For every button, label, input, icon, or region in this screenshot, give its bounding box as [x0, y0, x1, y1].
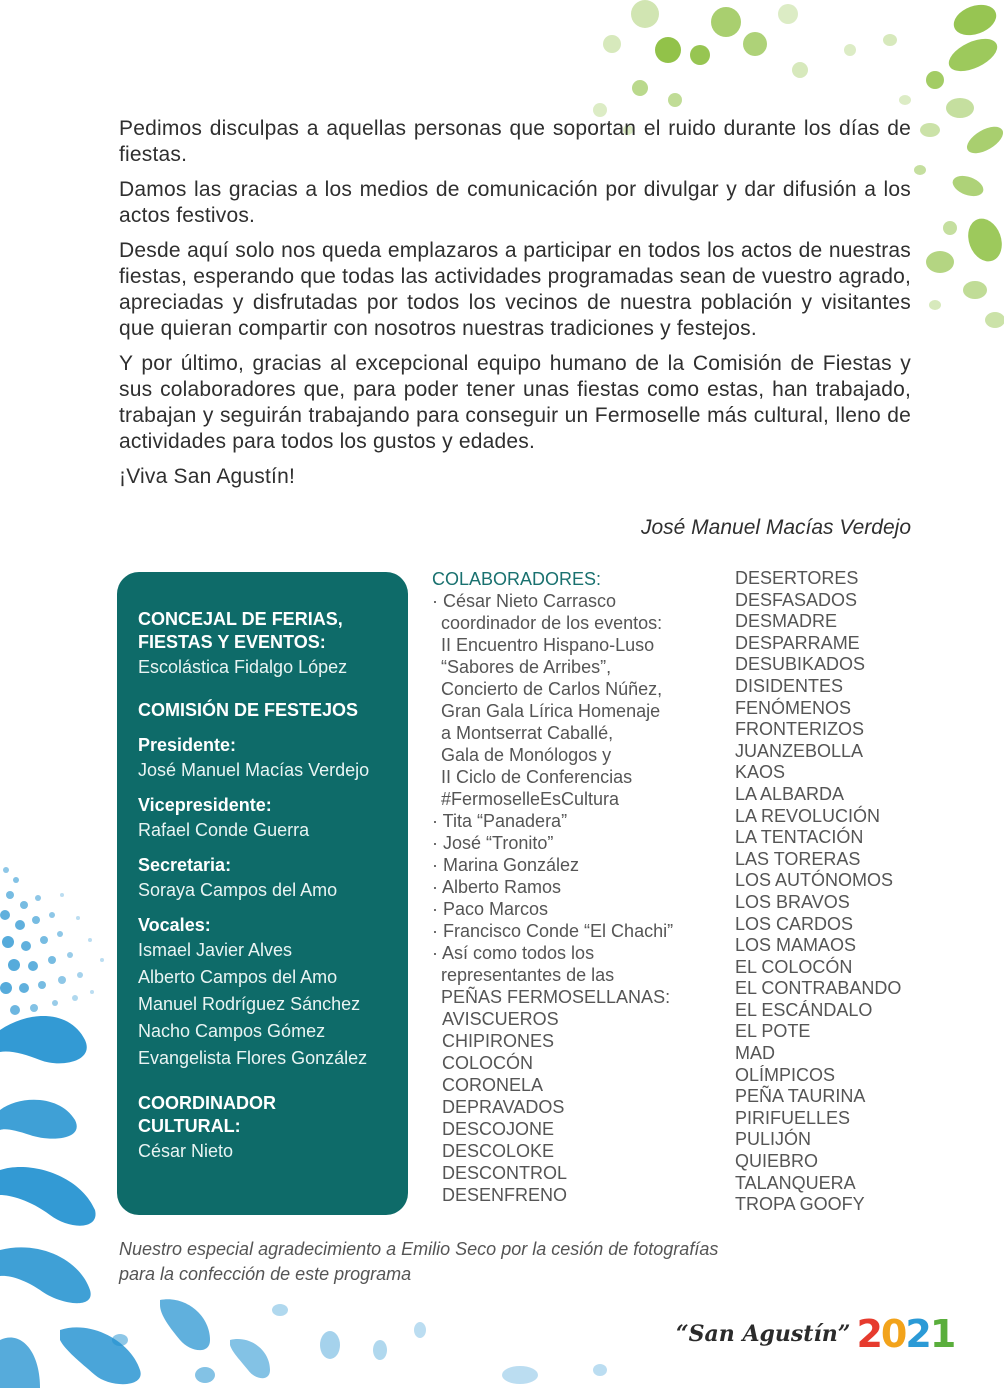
credits-line: para la confección de este programa [119, 1264, 412, 1284]
pena-name: DESCOJONE [442, 1119, 555, 1139]
pena-name: EL POTE [735, 1021, 811, 1042]
secretaria-name: Soraya Campos del Amo [138, 880, 338, 900]
colaborador-line: #FermoselleEsCultura [441, 789, 620, 809]
intro-text [119, 116, 911, 499]
concejal-heading: FIESTAS Y EVENTOS: [138, 632, 326, 652]
photo-credits [119, 1237, 909, 1287]
year-digit: 2 [856, 1312, 881, 1356]
footer-year [856, 1312, 954, 1356]
pena-name: EL ESCÁNDALO [735, 999, 873, 1020]
closing-cheer: ¡Viva San Agustín! [119, 465, 295, 488]
colaborador-line: Gala de Monólogos y [441, 745, 612, 765]
pena-name: FRONTERIZOS [735, 719, 864, 740]
colaborador-line: · Marina González [432, 855, 580, 875]
pena-name: JUANZEBOLLA [735, 740, 864, 761]
pena-name: DESENFRENO [442, 1185, 568, 1205]
pena-name: DEPRAVADOS [442, 1097, 565, 1117]
pena-name: PEÑA TAURINA [735, 1086, 866, 1107]
coordinador-heading: CULTURAL: [138, 1116, 241, 1136]
presidente-label: Presidente: [138, 735, 237, 755]
colaboradores-title: COLABORADORES: [432, 569, 602, 589]
footer-logo [676, 1310, 954, 1358]
year-digit: 0 [880, 1312, 906, 1356]
comision-heading: COMISIÓN DE FESTEJOS [138, 700, 359, 720]
pena-name: DESUBIKADOS [735, 654, 866, 675]
pena-name: TALANQUERA [735, 1172, 856, 1193]
concejal-name: Escolástica Fidalgo López [138, 657, 348, 677]
pena-name: AVISCUEROS [442, 1009, 559, 1029]
colaborador-line: representantes de las [441, 965, 615, 985]
pena-name: PULIJÓN [735, 1129, 812, 1150]
vocal-name: Alberto Campos del Amo [138, 967, 338, 987]
pena-name: DESCOLOKE [442, 1141, 555, 1161]
colaborador-line: II Encuentro Hispano-Luso [441, 635, 655, 655]
pena-name: DESMADRE [735, 611, 838, 632]
pena-name: LAS TORERAS [735, 848, 861, 869]
pena-name: LOS AUTÓNOMOS [735, 870, 894, 891]
colaborador-line: II Ciclo de Conferencias [441, 767, 633, 787]
coordinador-heading: COORDINADOR [138, 1093, 276, 1113]
pena-name: CORONELA [442, 1075, 544, 1095]
pena-name: PIRIFUELLES [735, 1107, 851, 1128]
year-digit: 1 [929, 1312, 955, 1356]
pena-name: DISIDENTES [735, 675, 844, 696]
pena-name: DESCONTROL [442, 1163, 568, 1183]
concejal-heading: CONCEJAL DE FERIAS, [138, 609, 343, 629]
colaborador-line: Concierto de Carlos Núñez, [441, 679, 663, 699]
pena-name: CHIPIRONES [442, 1031, 555, 1051]
paragraph: Y por último, gracias al excepcional equipo humano de la Comisión de Fiestas y sus colaboradores que, para poder tener unas fiestas como estas, han trabajado, trabajan y seguirán trabajando para conseguir un Fermoselle más cultural, lleno de actividades para todos los gustos y edades. [119, 352, 911, 453]
penas-column [735, 568, 925, 1216]
signature: José Manuel Macías Verdejo [640, 516, 911, 539]
colaborador-line: · Así como todos los [432, 943, 595, 963]
vocal-name: Manuel Rodríguez Sánchez [138, 994, 361, 1014]
pena-name: LOS BRAVOS [735, 891, 850, 912]
pena-name: LOS MAMAOS [735, 935, 857, 956]
pena-name: MAD [735, 1043, 775, 1064]
pena-name: LA TENTACIÓN [735, 827, 864, 848]
colaborador-line: · Alberto Ramos [432, 877, 562, 897]
pena-name: KAOS [735, 762, 786, 783]
colaboradores-column [432, 568, 722, 1206]
paragraph: Desde aquí solo nos queda emplazaros a participar en todos los actos de nuestras fiestas, esperando que todas las actividades programadas sean de vuestro agrado, apreciadas y disfrutadas por todos los vecinos de nuestra población y visitantes que quieran compartir con nosotros nuestras tradiciones y festejos. [119, 239, 911, 340]
colaborador-line: a Montserrat Caballé, [441, 723, 614, 743]
pena-name: DESFASADOS [735, 589, 858, 610]
presidente-name: José Manuel Macías Verdejo [138, 760, 370, 780]
vocal-name: Evangelista Flores González [138, 1048, 368, 1068]
vocal-name: Nacho Campos Gómez [138, 1021, 326, 1041]
colaborador-line: · José “Tronito” [432, 833, 554, 853]
footer-name: “San Agustín” [676, 1321, 851, 1347]
vicepresidente-label: Vicepresidente: [138, 795, 272, 815]
pena-name: EL CONTRABANDO [735, 978, 902, 999]
pena-name: TROPA GOOFY [735, 1194, 865, 1215]
pena-name: COLOCÓN [442, 1053, 534, 1073]
pena-name: OLÍMPICOS [735, 1064, 836, 1085]
colaborador-line: · Francisco Conde “El Chachi” [432, 921, 674, 941]
colaborador-line: “Sabores de Arribes”, [441, 657, 612, 677]
pena-name: LOS CARDOS [735, 913, 854, 934]
pena-name: LA ALBARDA [735, 783, 845, 804]
pena-name: QUIEBRO [735, 1151, 819, 1172]
organizers-panel [117, 572, 408, 1215]
year-digit: 2 [905, 1312, 930, 1356]
vocales-label: Vocales: [138, 915, 211, 935]
paragraph: Pedimos disculpas a aquellas personas que soportan el ruido durante los días de fiestas. [119, 117, 911, 166]
pena-name: FENÓMENOS [735, 697, 852, 718]
colaborador-line: · César Nieto Carrasco [432, 591, 617, 611]
pena-name: DESERTORES [735, 568, 859, 588]
colaborador-line: coordinador de los eventos: [441, 613, 663, 633]
secretaria-label: Secretaria: [138, 855, 232, 875]
colaborador-line: · Paco Marcos [432, 899, 549, 919]
colaborador-line: · Tita “Panadera” [432, 811, 568, 831]
colaborador-line: Gran Gala Lírica Homenaje [441, 701, 661, 721]
credits-line: Nuestro especial agradecimiento a Emilio Seco por la cesión de fotografías [119, 1239, 719, 1259]
pena-name: DESPARRAME [735, 632, 860, 653]
coordinador-name: César Nieto [138, 1141, 234, 1161]
paragraph: Damos las gracias a los medios de comunicación por divulgar y dar difusión a los actos festivos. [119, 178, 911, 227]
colaborador-line: PEÑAS FERMOSELLANAS: [441, 987, 671, 1007]
pena-name: EL COLOCÓN [735, 956, 853, 977]
pena-name: LA REVOLUCIÓN [735, 805, 881, 826]
vocal-name: Ismael Javier Alves [138, 940, 293, 960]
vicepresidente-name: Rafael Conde Guerra [138, 820, 310, 840]
